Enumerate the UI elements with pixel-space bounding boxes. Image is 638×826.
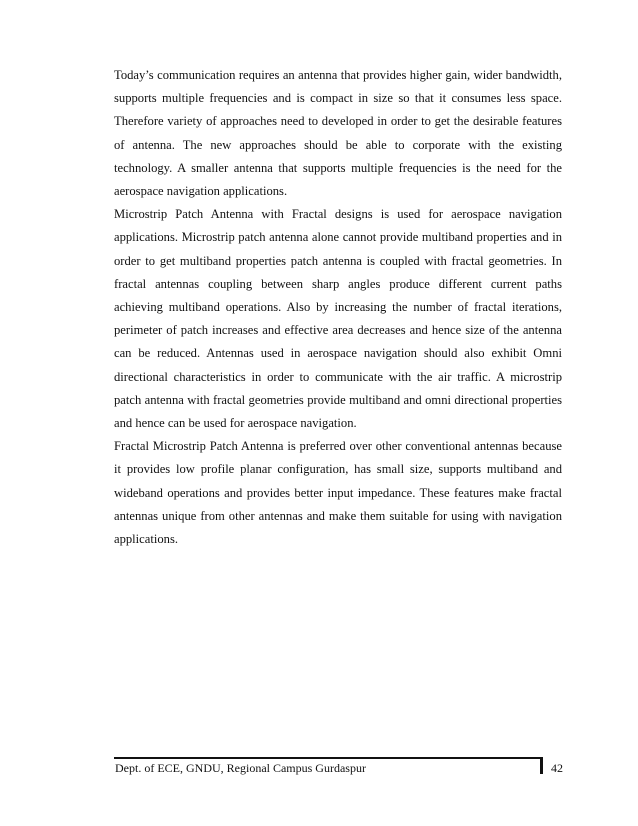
paragraph-fractal-design: Microstrip Patch Antenna with Fractal designs is used for aerospace navigation applications. Microstrip patch antenna alone cannot provide multiband properties and in order to get multiband properties patch antenna is coupled with fractal geometries. In fractal antennas coupling between sharp angles produce different current paths achieving multiband operations. Also by increasing the number of fractal iterations, perimeter of patch increases and effective area decreases and hence size of the antenna can be reduced. Antennas used in aerospace navigation should also exhibit Omni directional characteristics in order to communicate with the air traffic. A microstrip patch antenna with fractal geometries provide multiband and omni directional properties and hence can be used for aerospace navigation. bbox=[114, 207, 562, 431]
footer-department: Dept. of ECE, GNDU, Regional Campus Gurdaspur bbox=[115, 761, 366, 775]
footer-rule bbox=[114, 757, 540, 759]
body-text bbox=[114, 64, 562, 551]
paragraph-requirements: Today’s communication requires an antenna that provides higher gain, wider bandwidth, supports multiple frequencies and is compact in size so that it consumes less space. Therefore variety of approaches need to developed in order to get the desirable features of antenna. The new approaches should be able to corporate with the existing technology. A smaller antenna that supports multiple frequencies is the need for the aerospace navigation applications. bbox=[114, 68, 562, 199]
footer-divider bbox=[540, 757, 543, 774]
paragraph-advantages: Fractal Microstrip Patch Antenna is preferred over other conventional antennas because it provides low profile planar configuration, has small size, supports multiband and wideband operations and provides better input impedance. These features make fractal antennas unique from other antennas and make them suitable for using with navigation applications. bbox=[114, 439, 562, 547]
page-number: 42 bbox=[551, 761, 563, 775]
